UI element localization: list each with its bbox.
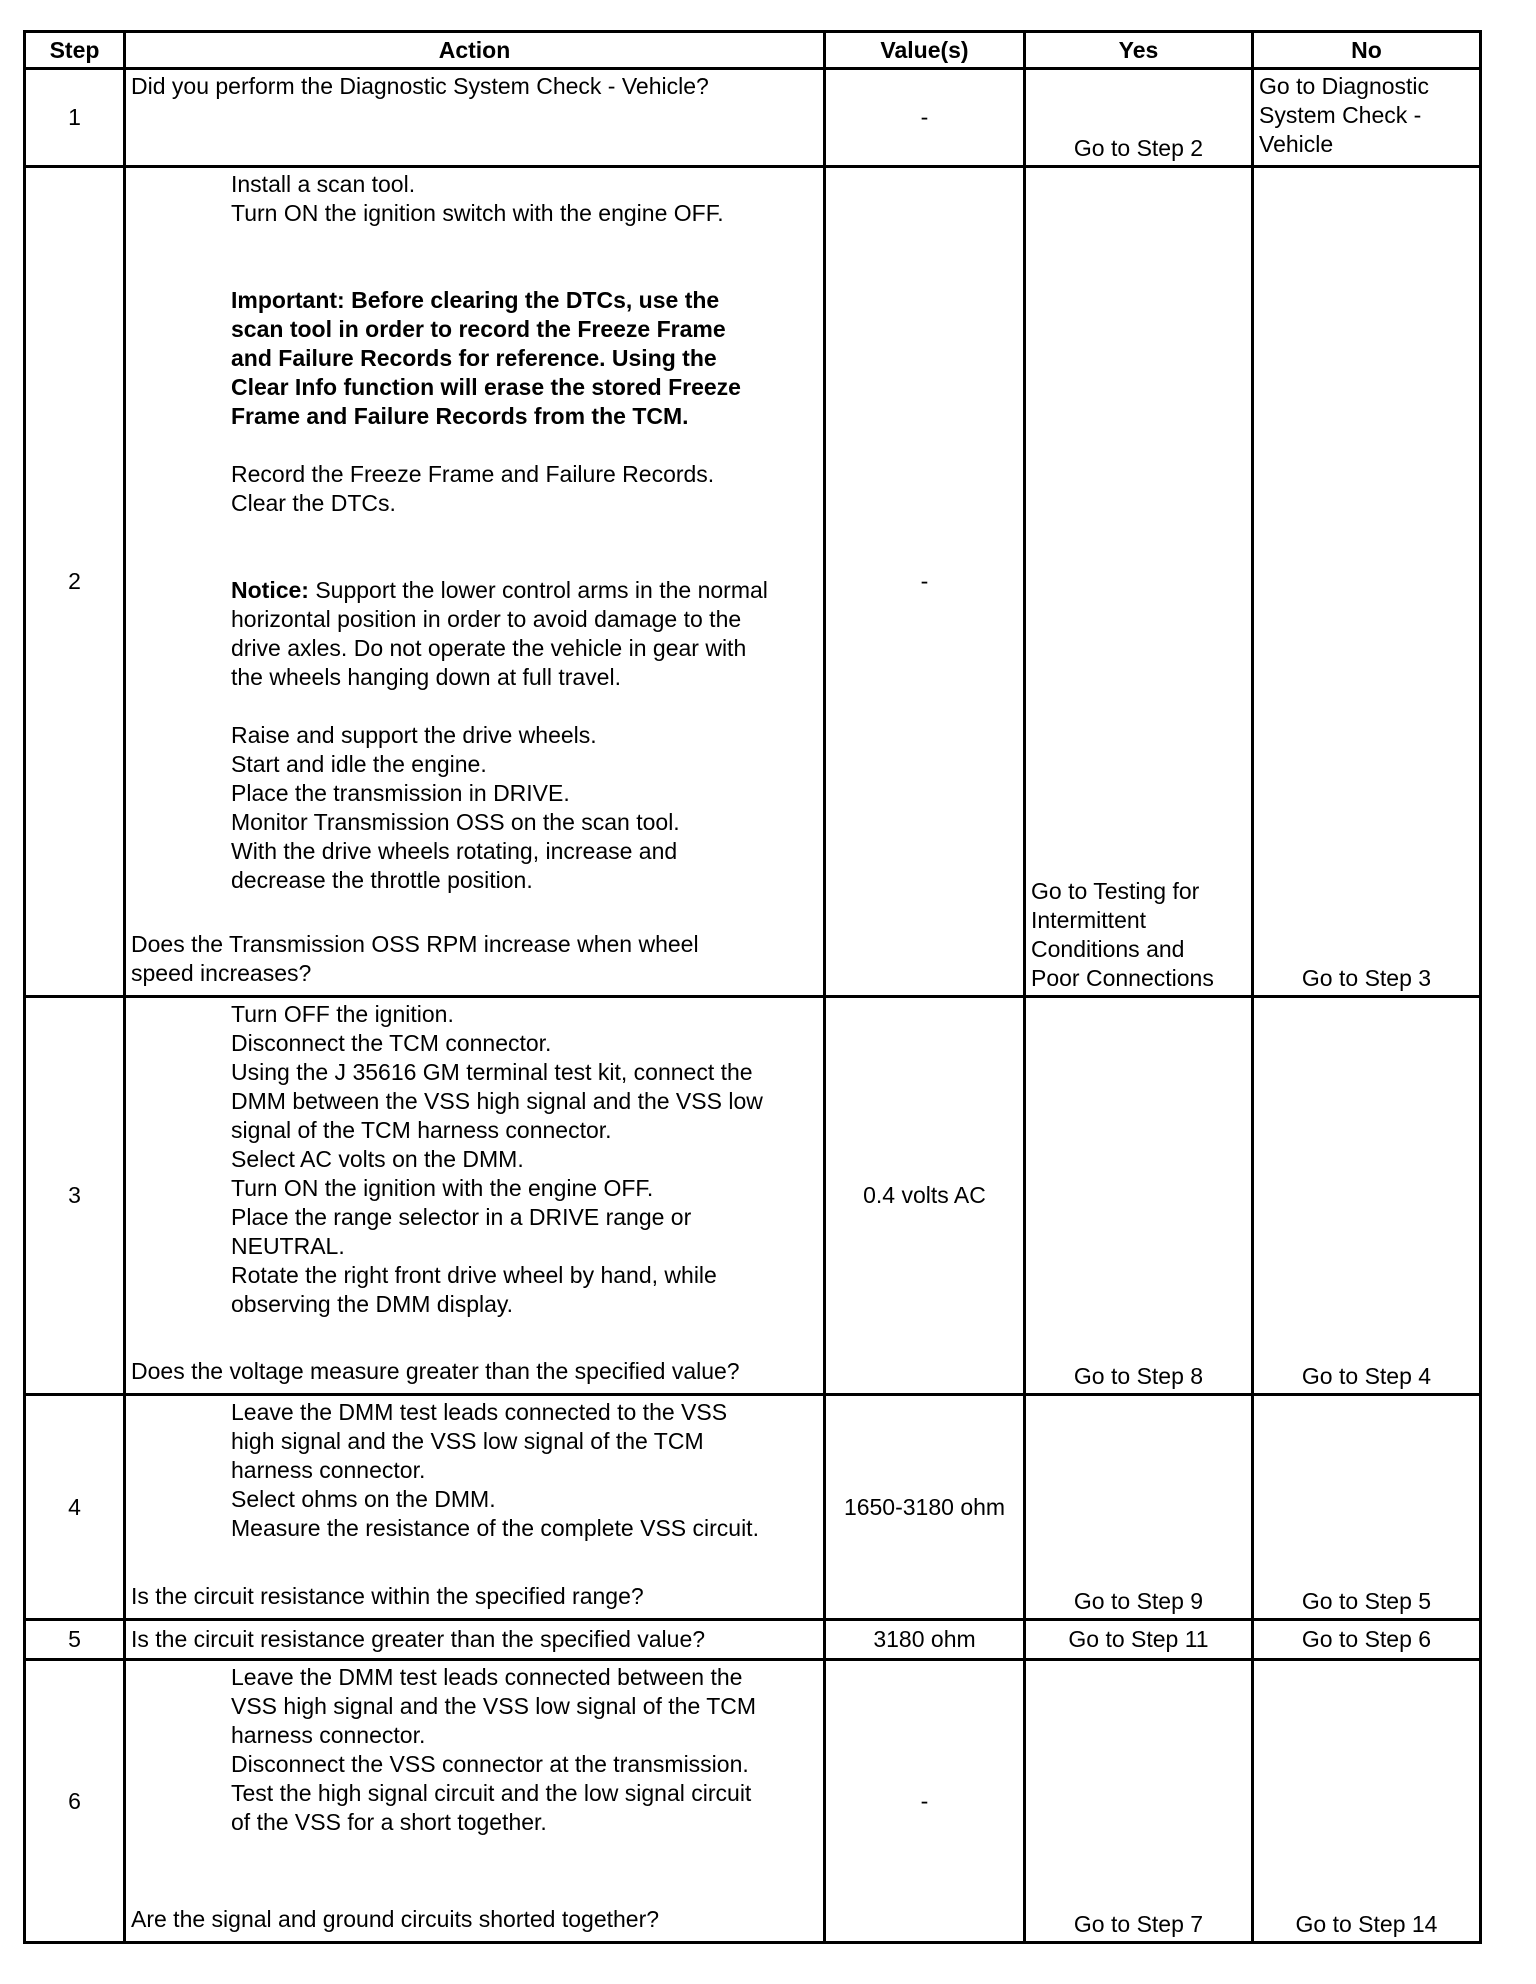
instruction-line: decrease the throttle position. bbox=[231, 867, 533, 893]
no-cell: Go to Step 14 bbox=[1253, 1660, 1481, 1943]
action-cell bbox=[125, 1620, 825, 1660]
yes-cell: Go to Step 2 bbox=[1025, 69, 1253, 167]
yes-cell: Go to Step 7 bbox=[1025, 1660, 1253, 1943]
value-cell: - bbox=[825, 1660, 1025, 1943]
step-number: 2 bbox=[25, 167, 125, 997]
yes-cell: Go to Step 9 bbox=[1025, 1395, 1253, 1620]
no-cell: Go to Step 4 bbox=[1253, 997, 1481, 1395]
instruction-line: Start and idle the engine. bbox=[231, 751, 487, 777]
table-row-step-4 bbox=[25, 1395, 1481, 1620]
no-cell: Go to Step 6 bbox=[1253, 1620, 1481, 1660]
action-question: Does the Transmission OSS RPM increase when wheel speed increases? bbox=[131, 931, 699, 986]
no-line: System Check - bbox=[1259, 102, 1422, 128]
value-cell: 3180 ohm bbox=[825, 1620, 1025, 1660]
value-cell: - bbox=[825, 69, 1025, 167]
value-cell: 0.4 volts AC bbox=[825, 997, 1025, 1395]
action-instructions bbox=[131, 170, 818, 895]
table-row-step-6 bbox=[25, 1660, 1481, 1943]
instruction-line: Monitor Transmission OSS on the scan tool. bbox=[231, 809, 680, 835]
yes-cell: Go to Step 11 bbox=[1025, 1620, 1253, 1660]
yes-cell: Go to Step 8 bbox=[1025, 997, 1253, 1395]
table-row-step-3 bbox=[25, 997, 1481, 1395]
action-cell bbox=[125, 1395, 825, 1620]
no-line: Go to Diagnostic bbox=[1259, 73, 1430, 99]
notice-label: Notice: bbox=[231, 577, 309, 603]
value-cell: - bbox=[825, 167, 1025, 997]
table-row-step-2 bbox=[25, 167, 1481, 997]
action-cell bbox=[125, 997, 825, 1395]
step-number: 1 bbox=[25, 69, 125, 167]
no-line: Vehicle bbox=[1259, 131, 1334, 157]
no-cell: Go to Step 5 bbox=[1253, 1395, 1481, 1620]
important-note: Important: Before clearing the DTCs, use the scan tool in order to record the Freeze Frame and Failure Records for reference. Using the Clear Info function will erase the stored Freeze Frame and Failure Records from the TCM. bbox=[231, 287, 741, 429]
no-cell: Go to Step 3 bbox=[1253, 167, 1481, 997]
action-question: Did you perform the Diagnostic System Check - Vehicle? bbox=[131, 73, 709, 99]
table-row-step-5 bbox=[25, 1620, 1481, 1660]
instruction-line: With the drive wheels rotating, increase and bbox=[231, 838, 678, 864]
value-cell: 1650-3180 ohm bbox=[825, 1395, 1025, 1620]
table-row-step-1 bbox=[25, 69, 1481, 167]
step-number: 4 bbox=[25, 1395, 125, 1620]
header-action: Action bbox=[125, 32, 825, 69]
action-instructions: Turn OFF the ignition. Disconnect the TCM connector. Using the J 35616 GM terminal test kit, connect the DMM between the VSS high signal and the VSS low signal of the TCM harness connector. Select AC volts on the DMM. Turn ON the ignition with the engine OFF. Place the range selector in a DRIVE range or NEUTRAL. Rotate the right front drive wheel by hand, while observing the DMM display. bbox=[231, 1001, 763, 1317]
no-cell bbox=[1253, 69, 1481, 167]
instruction-line: Place the transmission in DRIVE. bbox=[231, 780, 570, 806]
instruction-line: Clear the DTCs. bbox=[231, 490, 396, 516]
header-no: No bbox=[1253, 32, 1481, 69]
diagnostic-table bbox=[23, 30, 1482, 1944]
notice-note: Notice: Support the lower control arms in the normal horizontal position in order to avoid damage to the drive axles. Do not operate the vehicle in gear with the wheels hanging down at full travel. bbox=[231, 577, 768, 690]
yes-cell: Go to Testing for Intermittent Conditions and Poor Connections bbox=[1025, 167, 1253, 997]
header-yes: Yes bbox=[1025, 32, 1253, 69]
action-cell bbox=[125, 1660, 825, 1943]
instruction-line: Raise and support the drive wheels. bbox=[231, 722, 597, 748]
action-instructions: Leave the DMM test leads connected between the VSS high signal and the VSS low signal of the TCM harness connector. Disconnect the VSS connector at the transmission. Test the high signal circuit and the low signal circuit of the VSS for a short together. bbox=[231, 1664, 757, 1835]
header-row bbox=[25, 32, 1481, 69]
action-cell bbox=[125, 69, 825, 167]
instruction-line: Install a scan tool. bbox=[231, 171, 416, 197]
action-question: Does the voltage measure greater than the specified value? bbox=[131, 1358, 740, 1384]
header-values: Value(s) bbox=[825, 32, 1025, 69]
action-instructions: Leave the DMM test leads connected to the VSS high signal and the VSS low signal of the TCM harness connector. Select ohms on the DMM. Measure the resistance of the complete VSS circuit. bbox=[231, 1399, 759, 1541]
action-question: Is the circuit resistance greater than the specified value? bbox=[131, 1626, 706, 1652]
header-step: Step bbox=[25, 32, 125, 69]
action-cell bbox=[125, 167, 825, 997]
step-number: 6 bbox=[25, 1660, 125, 1943]
action-question: Is the circuit resistance within the specified range? bbox=[131, 1583, 644, 1609]
step-number: 5 bbox=[25, 1620, 125, 1660]
action-question: Are the signal and ground circuits shorted together? bbox=[131, 1906, 660, 1932]
instruction-line: Record the Freeze Frame and Failure Records. bbox=[231, 461, 715, 487]
diagnostic-table-sheet bbox=[23, 30, 1479, 1944]
instruction-line: Turn ON the ignition switch with the engine OFF. bbox=[231, 200, 724, 226]
step-number: 3 bbox=[25, 997, 125, 1395]
